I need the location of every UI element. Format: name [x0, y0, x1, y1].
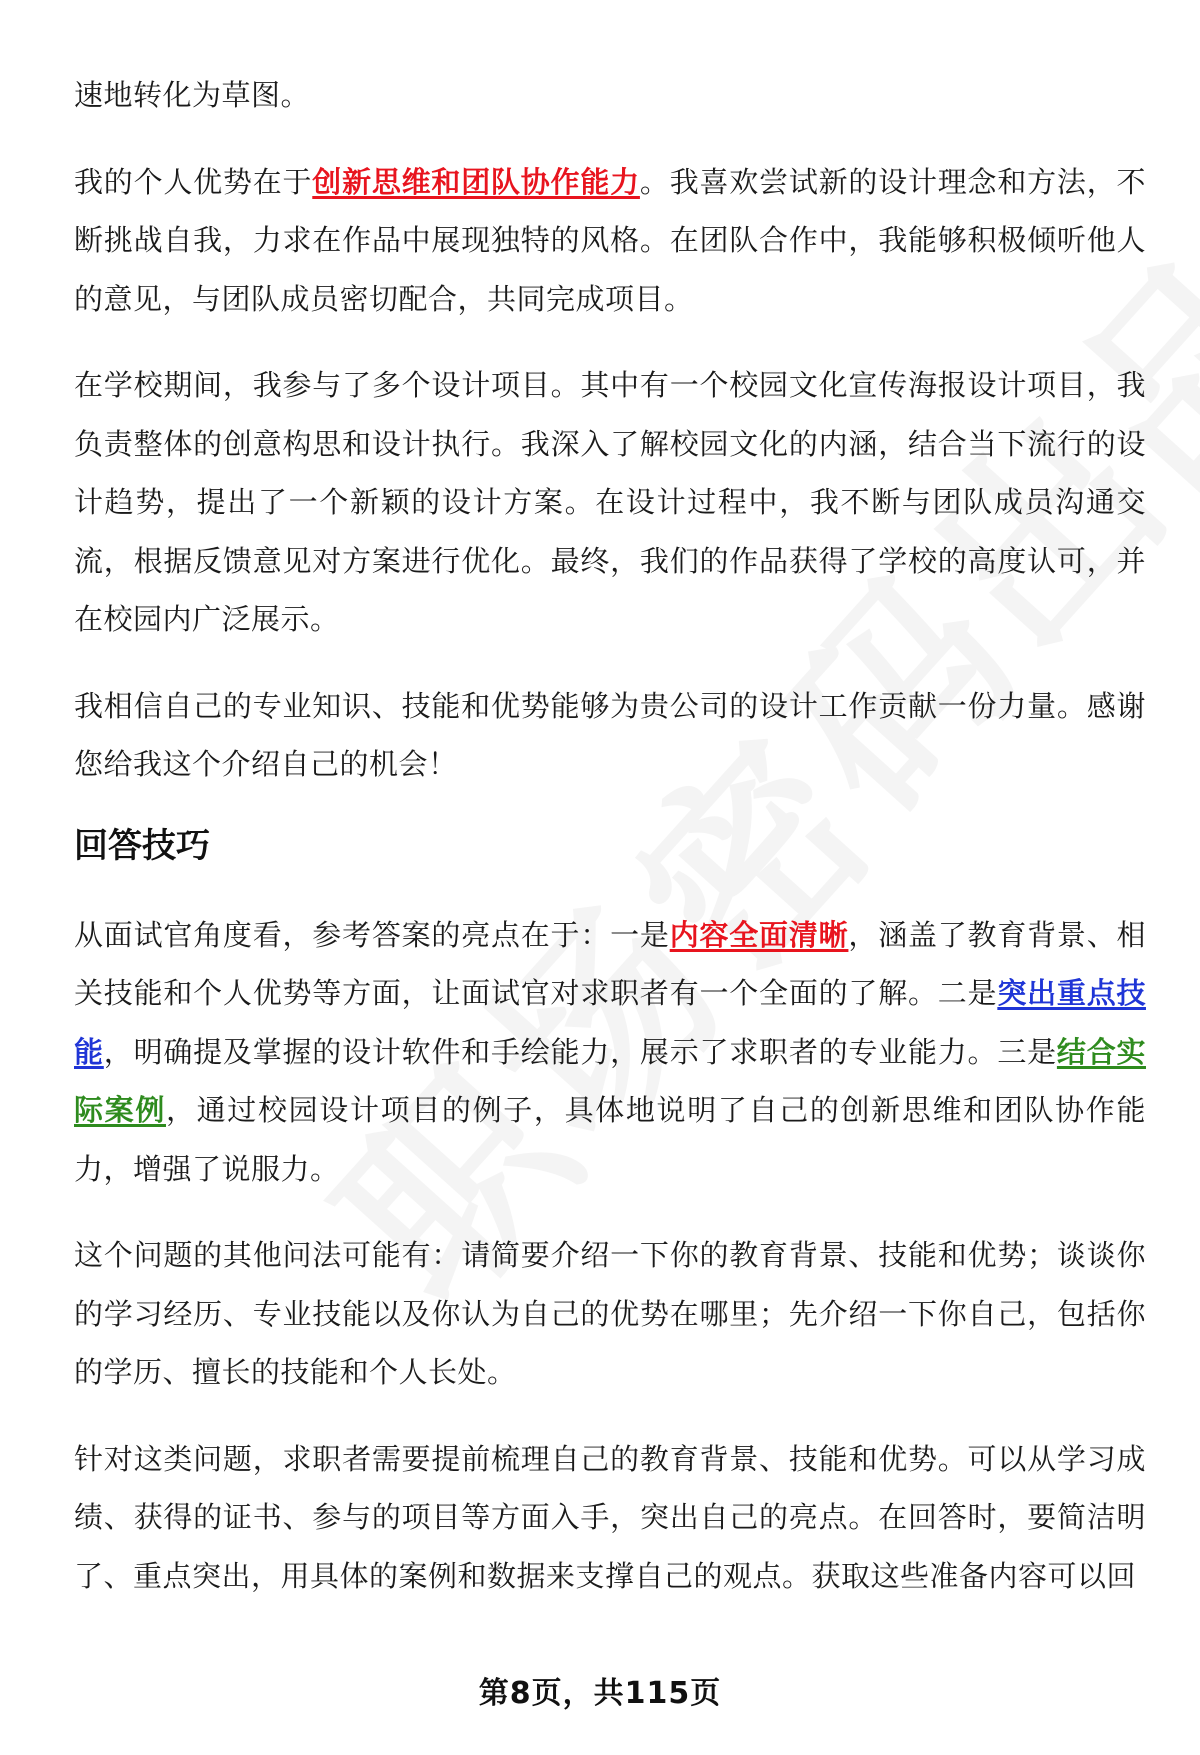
document-body [74, 66, 1146, 1633]
page-number: 第8页，共115页 [478, 1676, 722, 1711]
highlight-red: 创新思维和团队协作能力 [312, 164, 640, 199]
text-segment: 。我喜欢尝试新的设计理念和方法，不断挑战自我，力求在作品中展现独特的风格。在团队合作中，我能够积极倾听他人的意见，与团队成员密切配合，共同完成项目。 [74, 164, 1146, 316]
tips-section [74, 906, 1146, 1606]
text-segment: 速地转化为草图。 [74, 78, 311, 112]
paragraph-personal-strengths [74, 153, 1146, 329]
highlight-green: 结合实际案例 [74, 1034, 1146, 1127]
paragraph [74, 66, 1146, 125]
text-segment: ，涵盖了教育背景、相关技能和个人优势等方面，让面试官对求职者有一个全面的了解。二是 [74, 917, 1146, 1010]
paragraph-alternative-questions [74, 1226, 1146, 1402]
text-segment: 这个问题的其他问法可能有：请简要介绍一下你的教育背景、技能和优势；谈谈你的学习经历、专业技能以及你认为自己的优势在哪里；先介绍一下你自己，包括你的学历、擅长的技能和个人长处。 [74, 1238, 1146, 1389]
text-segment: 我的个人优势在于 [74, 164, 313, 199]
paragraph-preparation-advice [74, 1430, 1146, 1606]
text-segment: 我相信自己的专业知识、技能和优势能够为贵公司的设计工作贡献一份力量。感谢您给我这个介绍自己的机会！ [74, 688, 1146, 781]
section-heading: 回答技巧 [74, 825, 210, 866]
text-segment: 针对这类问题，求职者需要提前梳理自己的教育背景、技能和优势。可以从学习成绩、获得的证书、参与的项目等方面入手，突出自己的亮点。在回答时，要简洁明了、重点突出，用具体的案例和数据来支撑自己的观点。获取这些准备内容可以回 [74, 1441, 1146, 1593]
highlight-red: 内容全面清晰 [669, 917, 849, 952]
text-segment: ，明确提及掌握的设计软件和手绘能力，展示了求职者的专业能力。三是 [103, 1034, 1057, 1069]
text-segment: ，通过校园设计项目的例子，具体地说明了自己的创新思维和团队协作能力，增强了说服力。 [74, 1093, 1146, 1186]
paragraph-closing [74, 677, 1146, 794]
paragraph-highlights [74, 906, 1146, 1199]
intro-section [74, 66, 1146, 794]
paragraph-school-project [74, 356, 1146, 649]
highlight-blue: 突出重点技能 [74, 976, 1146, 1069]
text-segment: 在学校期间，我参与了多个设计项目。其中有一个校园文化宣传海报设计项目，我负责整体的创意构思和设计执行。我深入了解校园文化的内涵，结合当下流行的设计趋势，提出了一个新颖的设计方案。在设计过程中，我不断与团队成员沟通交流，根据反馈意见对方案进行优化。最终，我们的作品获得了学校的高度认可，并在校园内广泛展示。 [74, 368, 1146, 636]
text-segment: 从面试官角度看，参考答案的亮点在于：一是 [74, 917, 670, 952]
